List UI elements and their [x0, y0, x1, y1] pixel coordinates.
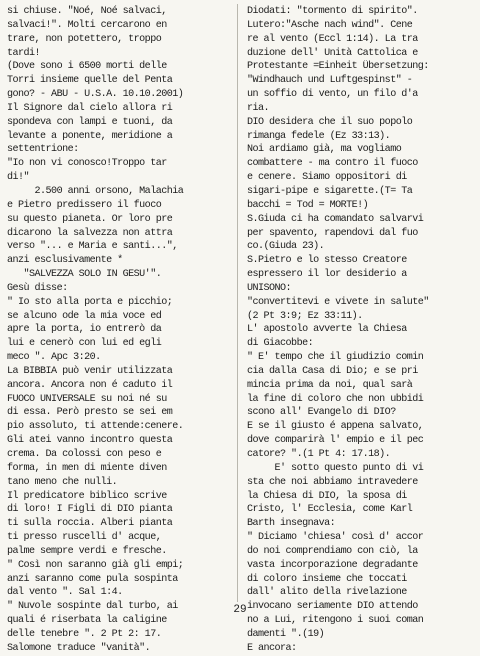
text-line: apre la porta, io entrerò da [7, 324, 162, 336]
text-line: E ancora: [247, 642, 297, 654]
text-line: Barth insegnava: [247, 518, 336, 530]
text-line: damenti ".(19) [247, 628, 325, 640]
text-line: salvaci!". Molti cercarono en [7, 19, 167, 31]
text-line: spondeva con lampi e tuoni, da [7, 116, 173, 128]
text-line: UNISONO: [247, 282, 292, 294]
text-line: (Dove sono i 6500 morti delle [7, 61, 167, 73]
text-line: " Così non saranno già gli empi; [7, 559, 184, 571]
text-line: dove comparirà l' empio e il pec [247, 435, 424, 447]
text-line: " Nuvole sospinte dal turbo, ai [7, 601, 178, 613]
text-line: tardi! [7, 47, 41, 59]
text-line: su questo pianeta. Or loro pre [7, 213, 173, 225]
text-line: quali é riserbata la caligine [7, 615, 167, 627]
text-line: Torri insieme quelle del Penta [7, 75, 173, 87]
text-line: Noi ardiamo già, ma vogliamo [247, 144, 402, 156]
text-line: " E' tempo che il giudizio comin [247, 352, 424, 364]
text-line: catore? ".(1 Pt 4: 17.18). [247, 449, 391, 460]
text-line: "convertitevi e vivete in salute" [247, 296, 429, 308]
text-line: " Io sto alla porta e picchio; [7, 296, 173, 308]
column-divider [237, 4, 238, 602]
text-line: verso "... e Maria e santi...", [7, 241, 178, 253]
text-line: "Windhauch und Luftgespinst" - [247, 75, 413, 87]
text-line: Gli atei vanno incontro questa [7, 435, 173, 447]
text-line: tano meno che nulli. [7, 476, 118, 488]
text-line: combattere - ma contro il fuoco [247, 158, 418, 170]
text-line: si chiuse. "Noé, Noé salvaci, [7, 6, 167, 17]
text-line: rimanga fedele (Ez 33:13). [247, 130, 391, 142]
text-line: Protestante =Einheit Übersetzung: [247, 61, 429, 73]
text-line: espressero il lor desiderio a [247, 269, 407, 281]
text-line: cia dalla Casa di Dio; e se pri [247, 365, 418, 377]
text-line: un soffio di vento, un filo d'a [247, 89, 418, 101]
text-line: Il predicatore biblico scrive [7, 490, 167, 502]
text-line: Cristo, l' Ecclesia, come Karl [247, 504, 413, 516]
text-line: vasta incorporazione degradante [247, 559, 418, 571]
text-line: do noi comprendiamo con ciò, la [247, 545, 418, 557]
text-line: settentrione: [7, 144, 79, 156]
text-line: no a Lui, ritengono i suoi coman [247, 615, 424, 627]
text-line: trare, non potettero, troppo [7, 33, 162, 45]
text-line: " Diciamo 'chiesa' così d' accor [247, 532, 424, 544]
text-line: la Chiesa di DIO, la sposa di [247, 490, 407, 502]
text-line: sigari-pipe e sigarette.(T= Ta [247, 185, 413, 197]
text-line: scono all' Evangelo di DIO? [247, 407, 396, 419]
text-line: Gesù disse: [7, 282, 68, 294]
left-text-column [7, 5, 229, 656]
text-line: ancora. Ancora non é caduto il [7, 379, 173, 391]
text-line: la fine di coloro che non ubbidi [247, 393, 424, 405]
text-line: forma, in men di miente diven [7, 462, 167, 474]
text-line: S.Giuda ci ha comandato salvarvi [247, 213, 424, 225]
text-line: dicarono la salvezza non attra [7, 227, 173, 239]
text-line: di essa. Però presto se sei em [7, 407, 173, 419]
text-line: Lutero:"Asche nach wind". Cene [247, 19, 413, 31]
text-line: ria. [247, 102, 270, 114]
text-line: pio assoluto, ti attende:cenere. [7, 421, 184, 433]
text-line: S.Pietro e lo stesso Creatore [247, 255, 407, 267]
text-line: mincia prima da noi, qual sarà [247, 379, 413, 391]
text-line: (2 Pt 3:9; Ez 33:11). [247, 310, 363, 322]
text-line: re al vento (Eccl 1:14). La tra [247, 33, 418, 45]
text-line: 2.500 anni orsono, Malachia [7, 185, 184, 197]
text-line: dall' alito della rivelazione [247, 587, 407, 599]
text-line: anzi esclusivamente * [7, 255, 123, 267]
text-line: di Giacobbe: [247, 338, 314, 350]
text-line: se alcuno ode la mia voce ed [7, 310, 162, 322]
text-line: invocano seriamente DIO attendo [247, 601, 418, 613]
text-line: levante a ponente, meridione a [7, 130, 173, 142]
right-text-column [247, 5, 475, 656]
text-line: di!" [7, 172, 30, 184]
text-line: FUOCO UNIVERSALE su noi né su [7, 393, 167, 405]
text-line: gono? - ABU - U.S.A. 10.10.2001) [7, 89, 184, 101]
text-line: lui e cenerò con lui ed egli [7, 338, 162, 350]
text-line: sta che noi abbiamo intravedere [247, 476, 418, 488]
page-number: 29 [233, 604, 247, 616]
text-line: Diodati: "tormento di spirito". [247, 6, 418, 17]
text-line: palme sempre verdi e fresche. [7, 545, 167, 557]
text-line: dal vento ". Sal 1:4. [7, 587, 123, 599]
text-line: Salomone traduce "vanità". [7, 642, 151, 654]
text-line: anzi saranno come pula sospinta [7, 573, 178, 585]
text-line: L' apostolo avverte la Chiesa [247, 324, 407, 336]
text-line: meco ". Apc 3:20. [7, 352, 101, 364]
text-line: di coloro insieme che toccati [247, 573, 407, 585]
text-line: E' sotto questo punto di vi [247, 462, 424, 474]
text-line: "Io non vi conosco!Troppo tar [7, 158, 167, 170]
text-line: Il Signore dal cielo allora ri [7, 102, 173, 114]
text-line: delle tenebre ". 2 Pt 2: 17. [7, 628, 162, 640]
text-line: DIO desidera che il suo popolo [247, 116, 413, 128]
text-line: La BIBBIA può venir utilizzata [7, 365, 173, 377]
text-line: ti presso ruscelli d' acque, [7, 532, 162, 544]
text-line: per spavento, rapendovi dal fuo [247, 227, 418, 239]
text-line: bacchi = Tod = MORTE!) [247, 199, 369, 211]
text-line: crema. Da colossi con peso e [7, 449, 162, 460]
text-line: "SALVEZZA SOLO IN GESU'". [7, 269, 162, 281]
text-line: ti sulla roccia. Alberi pianta [7, 518, 173, 530]
text-line: e cenere. Siamo oppositori di [247, 172, 407, 184]
text-line: E se il giusto é appena salvato, [247, 421, 424, 433]
text-line: co.(Giuda 23). [247, 241, 325, 253]
text-line: e Pietro predissero il fuoco [7, 199, 162, 211]
text-line: duzione dell' Unità Cattolica e [247, 47, 418, 59]
text-line: di loro! I Figli di DIO pianta [7, 504, 173, 516]
